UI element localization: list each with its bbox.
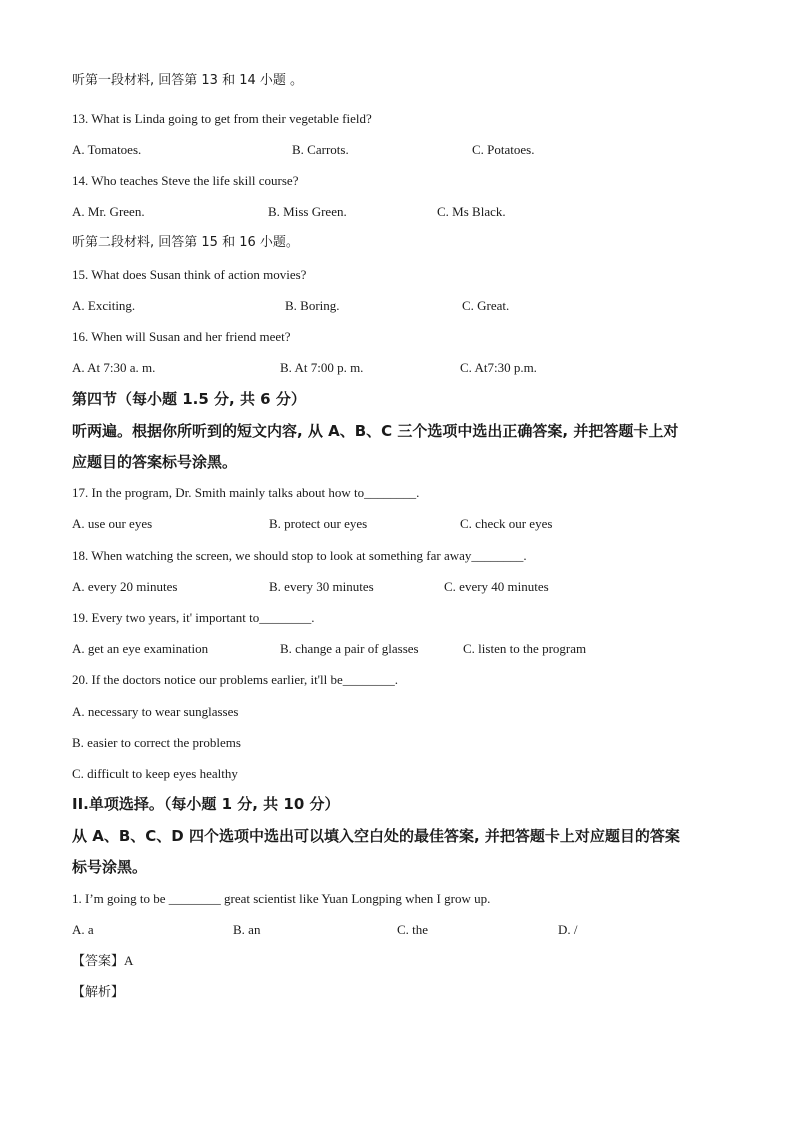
question-17-option-c: C. check our eyes	[460, 516, 553, 531]
question-14-option-a: A. Mr. Green.	[72, 204, 145, 219]
question-19-option-b: B. change a pair of glasses	[280, 641, 419, 656]
question-20-option-b: B. easier to correct the problems	[72, 735, 241, 750]
mc-question-1-option-a: A. a	[72, 922, 94, 937]
question-13-option-c: C. Potatoes.	[472, 142, 535, 157]
question-20-option-a: A. necessary to wear sunglasses	[72, 704, 239, 719]
question-16-option-b: B. At 7:00 p. m.	[280, 360, 364, 375]
question-14-option-c: C. Ms Black.	[437, 204, 506, 219]
question-18-stem: 18. When watching the screen, we should stop to look at something far away________.	[72, 548, 527, 563]
question-16-option-a: A. At 7:30 a. m.	[72, 360, 156, 375]
mc-question-1-option-c: C. the	[397, 922, 429, 937]
section3-part2-instruction: 听第二段材料, 回答第 15 和 16 小题。	[72, 235, 299, 250]
section4-title: 第四节（每小题 1.5 分, 共 6 分）	[72, 390, 306, 408]
question-15-option-a: A. Exciting.	[72, 298, 136, 313]
mc-question-1-option-d: D. /	[558, 922, 578, 937]
part2-instruction-line1: 从 A、B、C、D 四个选项中选出可以填入空白处的最佳答案, 并把答题卡上对应题目的答案	[72, 827, 680, 845]
question-13-option-b: B. Carrots.	[292, 142, 349, 157]
part2-title: II.单项选择。（每小题 1 分, 共 10 分）	[72, 795, 340, 813]
mc-question-1-stem: 1. I’m going to be ________ great scientist like Yuan Longping when I grow up.	[72, 891, 491, 906]
section4-instruction-line1: 听两遍。根据你所听到的短文内容, 从 A、B、C 三个选项中选出正确答案, 并把答题卡上对	[72, 422, 679, 440]
question-18-option-a: A. every 20 minutes	[72, 579, 178, 594]
question-20-option-c: C. difficult to keep eyes healthy	[72, 766, 238, 781]
analysis-label: 【解析】	[72, 985, 125, 1000]
answer-line	[72, 952, 133, 971]
question-14-option-b: B. Miss Green.	[268, 204, 347, 219]
question-13-option-a: A. Tomatoes.	[72, 142, 142, 157]
question-17-option-b: B. protect our eyes	[269, 516, 368, 531]
section3-part1-instruction: 听第一段材料, 回答第 13 和 14 小题 。	[72, 73, 304, 88]
question-19-stem: 19. Every two years, it' important to________.	[72, 610, 315, 625]
question-15-option-c: C. Great.	[462, 298, 510, 313]
question-17-stem: 17. In the program, Dr. Smith mainly talks about how to________.	[72, 485, 420, 500]
question-17-option-a: A. use our eyes	[72, 516, 153, 531]
question-18-option-b: B. every 30 minutes	[269, 579, 374, 594]
question-20-stem: 20. If the doctors notice our problems earlier, it'll be________.	[72, 672, 399, 687]
question-16-stem: 16. When will Susan and her friend meet?	[72, 329, 291, 344]
part2-instruction-line2: 标号涂黑。	[72, 858, 148, 876]
mc-question-1-option-b: B. an	[233, 922, 261, 937]
question-15-stem: 15. What does Susan think of action movies?	[72, 267, 307, 282]
question-13-stem: 13. What is Linda going to get from their vegetable field?	[72, 111, 372, 126]
question-19-option-c: C. listen to the program	[463, 641, 587, 656]
question-15-option-b: B. Boring.	[285, 298, 340, 313]
question-18-option-c: C. every 40 minutes	[444, 579, 549, 594]
question-16-option-c: C. At7:30 p.m.	[460, 360, 537, 375]
answer-label: 【答案】	[72, 954, 125, 969]
question-19-option-a: A. get an eye examination	[72, 641, 209, 656]
answer-value: A	[124, 953, 134, 968]
section4-instruction-line2: 应题目的答案标号涂黑。	[72, 453, 238, 471]
question-14-stem: 14. Who teaches Steve the life skill course?	[72, 173, 299, 188]
